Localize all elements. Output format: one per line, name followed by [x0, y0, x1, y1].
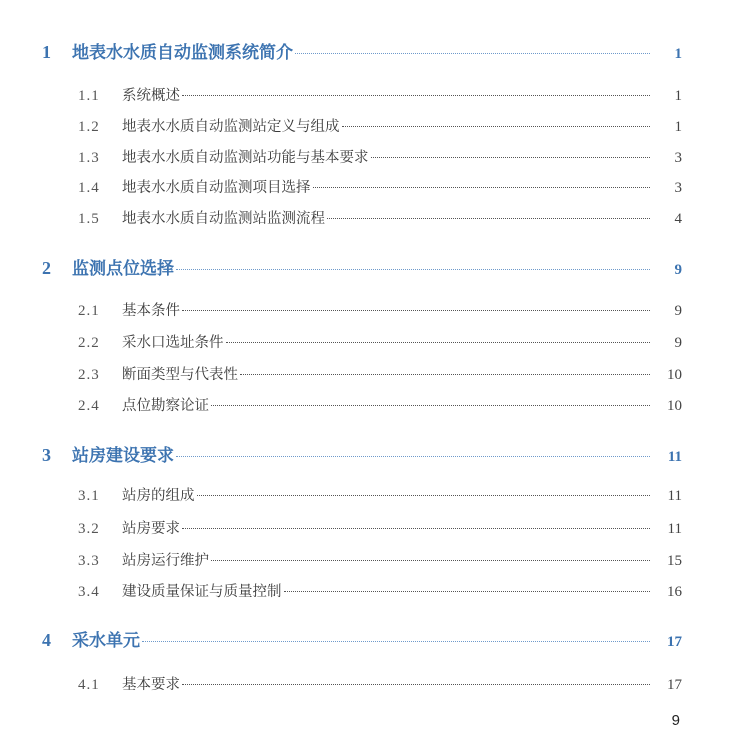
toc-entry-page: 3 — [674, 150, 682, 166]
dot-leader — [342, 126, 651, 127]
toc-entry-title: 站房要求 — [122, 521, 180, 537]
toc-section-row[interactable] — [0, 484, 750, 505]
toc-chapter-row[interactable] — [0, 441, 750, 466]
toc-section-row[interactable] — [0, 517, 750, 538]
toc-entry-page: 9 — [674, 335, 682, 351]
toc-entry-title: 站房运行维护 — [122, 553, 209, 569]
toc-entry-title: 站房的组成 — [122, 488, 195, 504]
toc-entry-number: 2 — [42, 258, 51, 278]
toc-entry-page: 10 — [667, 398, 682, 414]
toc-entry-title: 采水口选址条件 — [122, 335, 224, 351]
toc-entry-number: 1.5 — [78, 211, 100, 227]
toc-entry-title: 地表水水质自动监测项目选择 — [122, 180, 311, 196]
toc-entry-title: 基本条件 — [122, 303, 180, 319]
toc-entry-title: 地表水水质自动监测站定义与组成 — [122, 119, 340, 135]
toc-entry-number: 2.3 — [78, 367, 100, 383]
dot-leader — [226, 342, 651, 343]
dot-leader — [142, 641, 650, 642]
toc-entry-number: 2.1 — [78, 303, 100, 319]
toc-entry-page: 15 — [667, 553, 682, 569]
toc-entry-page: 1 — [674, 119, 682, 135]
toc-entry-title: 基本要求 — [122, 677, 180, 693]
toc-entry-page: 10 — [667, 367, 682, 383]
dot-leader — [182, 528, 650, 529]
dot-leader — [284, 591, 651, 592]
toc-entry-title: 断面类型与代表性 — [122, 367, 238, 383]
dot-leader — [182, 95, 650, 96]
toc-chapter-row[interactable] — [0, 38, 750, 63]
toc-section-row[interactable] — [0, 331, 750, 352]
toc-entry-number: 4 — [42, 630, 51, 650]
toc-section-row[interactable] — [0, 580, 750, 601]
toc-section-row[interactable] — [0, 84, 750, 105]
toc-chapter-row[interactable] — [0, 254, 750, 279]
toc-entry-page: 9 — [674, 262, 682, 278]
toc-entry-number: 1 — [42, 42, 51, 62]
toc-section-row[interactable] — [0, 549, 750, 570]
toc-entry-page: 11 — [667, 521, 682, 537]
dot-leader — [182, 684, 650, 685]
toc-section-row[interactable] — [0, 115, 750, 136]
toc-entry-title: 系统概述 — [122, 88, 180, 104]
toc-entry-page: 17 — [667, 634, 682, 650]
toc-entry-title: 地表水水质自动监测站功能与基本要求 — [122, 150, 369, 166]
toc-entry-number: 1.1 — [78, 88, 100, 104]
toc-section-row[interactable] — [0, 363, 750, 384]
toc-section-row[interactable] — [0, 146, 750, 167]
toc-entry-number: 2.2 — [78, 335, 100, 351]
toc-entry-page: 9 — [674, 303, 682, 319]
toc-entry-number: 1.4 — [78, 180, 100, 196]
toc-entry-number: 1.3 — [78, 150, 100, 166]
toc-entry-title: 建设质量保证与质量控制 — [122, 584, 282, 600]
dot-leader — [313, 187, 651, 188]
dot-leader — [240, 374, 650, 375]
dot-leader — [211, 405, 650, 406]
toc-entry-title: 采水单元 — [72, 631, 140, 651]
toc-entry-number: 3.3 — [78, 553, 100, 569]
dot-leader — [327, 218, 650, 219]
dot-leader — [371, 157, 651, 158]
toc-entry-title: 地表水水质自动监测系统简介 — [72, 43, 293, 63]
toc-entry-title: 站房建设要求 — [72, 446, 174, 466]
dot-leader — [176, 456, 650, 457]
dot-leader — [197, 495, 651, 496]
page-number: 9 — [671, 712, 680, 729]
toc-entry-number: 1.2 — [78, 119, 100, 135]
toc-section-row[interactable] — [0, 299, 750, 320]
toc-entry-title: 监测点位选择 — [72, 259, 174, 279]
dot-leader — [176, 269, 650, 270]
toc-entry-page: 17 — [667, 677, 682, 693]
dot-leader — [211, 560, 650, 561]
dot-leader — [182, 310, 650, 311]
toc-entry-page: 3 — [674, 180, 682, 196]
toc-entry-page: 1 — [674, 88, 682, 104]
toc-section-row[interactable] — [0, 207, 750, 228]
toc-section-row[interactable] — [0, 673, 750, 694]
dot-leader — [295, 53, 650, 54]
toc-entry-number: 3.4 — [78, 584, 100, 600]
toc-section-row[interactable] — [0, 176, 750, 197]
toc-entry-number: 3.1 — [78, 488, 100, 504]
toc-entry-number: 2.4 — [78, 398, 100, 414]
toc-entry-title: 地表水水质自动监测站监测流程 — [122, 211, 325, 227]
toc-entry-number: 3.2 — [78, 521, 100, 537]
toc-chapter-row[interactable] — [0, 626, 750, 651]
toc-entry-title: 点位勘察论证 — [122, 398, 209, 414]
toc-entry-page: 1 — [674, 46, 682, 62]
toc-entry-page: 16 — [667, 584, 682, 600]
toc-entry-number: 3 — [42, 445, 51, 465]
toc-entry-number: 4.1 — [78, 677, 100, 693]
toc-entry-page: 11 — [667, 488, 682, 504]
toc-entry-page: 4 — [674, 211, 682, 227]
toc-entry-page: 11 — [667, 449, 682, 465]
toc-section-row[interactable] — [0, 394, 750, 415]
